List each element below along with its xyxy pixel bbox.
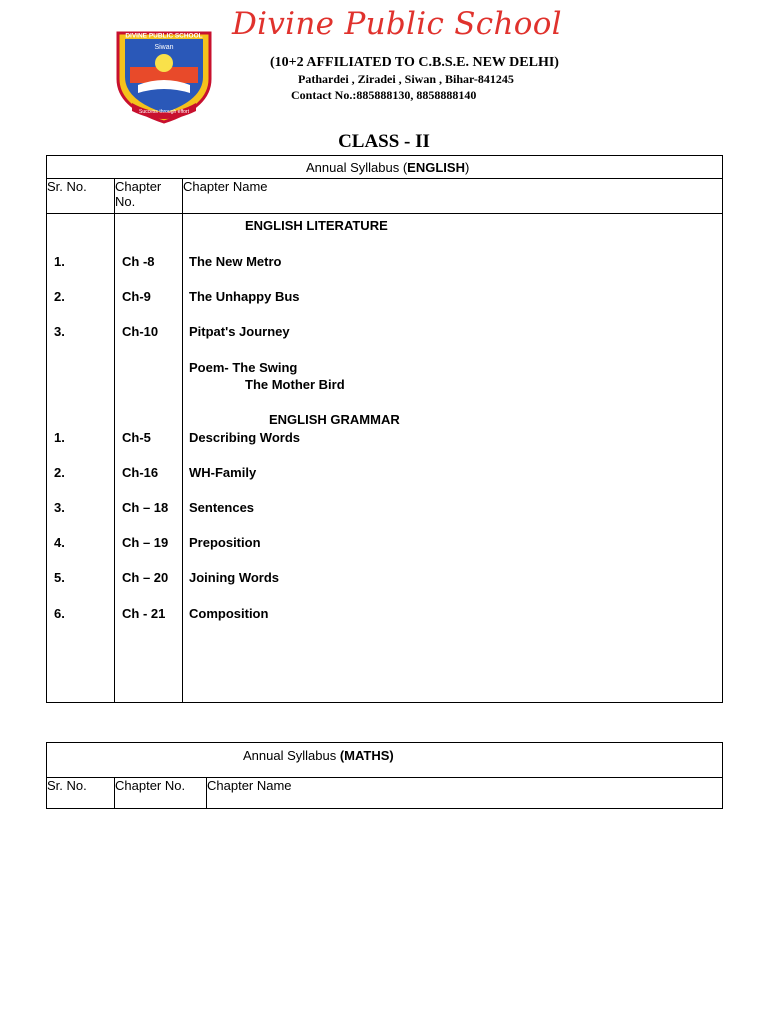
poem-line-1: Poem- The Swing bbox=[189, 360, 298, 375]
logo-place-text: Siwan bbox=[154, 44, 174, 51]
list-item: Ch - 21 bbox=[122, 606, 166, 621]
list-item: Pitpat's Journey bbox=[189, 324, 290, 339]
list-item: 2. bbox=[54, 465, 65, 480]
school-logo bbox=[108, 27, 220, 125]
section-heading-grammar: ENGLISH GRAMMAR bbox=[269, 412, 400, 427]
list-item: The New Metro bbox=[189, 254, 282, 269]
chapter-no-column bbox=[115, 214, 183, 703]
list-item: 4. bbox=[54, 535, 65, 550]
list-item: 6. bbox=[54, 606, 65, 621]
list-item: Sentences bbox=[189, 500, 255, 515]
list-item: 5. bbox=[54, 570, 65, 585]
school-contact: Contact No.:885888130, 8858888140 bbox=[291, 88, 477, 102]
header-sr-no: Sr. No. bbox=[47, 179, 115, 214]
english-syllabus-table bbox=[46, 155, 723, 703]
table-header-row bbox=[47, 778, 723, 809]
list-item: Preposition bbox=[189, 535, 261, 550]
chapter-name-column bbox=[183, 214, 723, 703]
list-item: Ch-16 bbox=[122, 465, 159, 480]
list-item: WH-Family bbox=[189, 465, 257, 480]
list-item: Ch – 18 bbox=[122, 500, 169, 515]
header-chapter-name: Chapter Name bbox=[183, 179, 723, 214]
logo-top-text: DIVINE PUBLIC SCHOOL bbox=[125, 32, 203, 40]
maths-caption: Annual Syllabus (MATHS) bbox=[243, 748, 394, 763]
list-item: Describing Words bbox=[189, 430, 301, 445]
header-chapter-no: Chapter No. bbox=[115, 179, 183, 214]
list-item: Ch-10 bbox=[122, 324, 159, 339]
list-item: 1. bbox=[54, 430, 65, 445]
list-item: 2. bbox=[54, 289, 65, 304]
table-body-row bbox=[47, 214, 723, 703]
header-sr-no: Sr. No. bbox=[47, 778, 115, 809]
list-item: Composition bbox=[189, 606, 269, 621]
english-caption: Annual Syllabus (ENGLISH) bbox=[306, 160, 470, 175]
list-item: 1. bbox=[54, 254, 65, 269]
maths-syllabus-table bbox=[46, 742, 723, 809]
section-heading-literature: ENGLISH LITERATURE bbox=[245, 218, 388, 233]
sr-column bbox=[47, 214, 115, 703]
list-item: 3. bbox=[54, 324, 65, 339]
logo-motto-text: Success through effort bbox=[139, 109, 189, 115]
list-item: Joining Words bbox=[189, 570, 280, 585]
table-caption-row bbox=[47, 743, 723, 778]
list-item: Ch – 19 bbox=[122, 535, 169, 550]
table-caption-row bbox=[47, 156, 723, 179]
school-address: Pathardei , Ziradei , Siwan , Bihar-841245 bbox=[298, 72, 514, 86]
list-item: Ch -8 bbox=[122, 254, 155, 269]
class-title: CLASS - II bbox=[338, 131, 430, 152]
table-header-row bbox=[47, 179, 723, 214]
list-item: The Unhappy Bus bbox=[189, 289, 300, 304]
list-item: 3. bbox=[54, 500, 65, 515]
header-chapter-no: Chapter No. bbox=[115, 778, 207, 809]
school-name: Divine Public School bbox=[232, 6, 562, 42]
header-chapter-name: Chapter Name bbox=[207, 778, 723, 809]
list-item: Ch-5 bbox=[122, 430, 151, 445]
affiliation: (10+2 AFFILIATED TO C.B.S.E. NEW DELHI) bbox=[270, 55, 559, 70]
list-item: Ch – 20 bbox=[122, 570, 169, 585]
poem-line-2: The Mother Bird bbox=[245, 377, 345, 392]
list-item: Ch-9 bbox=[122, 289, 151, 304]
